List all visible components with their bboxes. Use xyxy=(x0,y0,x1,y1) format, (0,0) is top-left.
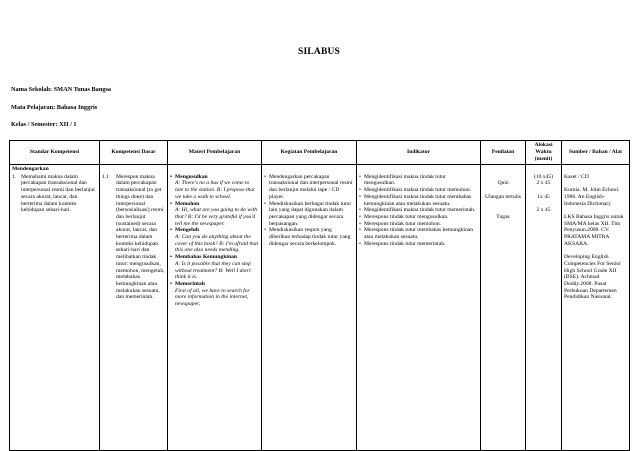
indikator-text: Mengidentifikasi makna tindak tutur membahas kemungkinan atau melakukan sesuatu. xyxy=(364,193,472,207)
header-kegiatan-pembelajaran: Kegiatan Pembelajaran xyxy=(262,141,357,165)
list-item xyxy=(264,174,354,201)
kegiatan-text: Mendiskusikan berbagai tindak tutur lain yang dapat digunakan dalam percakapan yang didengar secara berpasangan. xyxy=(269,200,352,227)
bullet-icon: • xyxy=(170,200,172,207)
sk-number: 1. xyxy=(12,173,17,180)
sumber-item: Developing English Competencies For Senior High School Grade XII (BSE). Achmad Doddy.2008. Pusat Perbukuan Departemen Pendidikan Nasional. xyxy=(564,254,621,301)
section-label: Mendengarkan xyxy=(10,165,100,173)
indikator-text: Merespons tindak tutur membahas kemungkinan atau melakukan sesuatu. xyxy=(364,227,474,241)
indikator-text: Mengidentifikasi makna tindak tutur memerintah. xyxy=(364,207,476,214)
header-penilaian: Penilaian xyxy=(481,141,526,165)
bullet-icon: • xyxy=(359,187,361,194)
list-item xyxy=(264,201,354,228)
cell-sumber xyxy=(562,173,630,451)
school-name: Nama Sekolah: SMAN Tunas Bangsa xyxy=(11,86,112,93)
alokasi-item: 2 x 45 xyxy=(536,207,551,214)
list-item xyxy=(359,207,478,214)
header-sumber: Sumber / Bahan / Alat xyxy=(562,141,630,165)
cell-penilaian xyxy=(481,173,526,451)
header-materi-pembelajaran: Materi Pembelajaran xyxy=(168,141,262,165)
kd-number: 1.1 xyxy=(102,173,109,180)
materi-title: Memerintah xyxy=(175,280,205,287)
list-item xyxy=(359,241,478,248)
bullet-icon: • xyxy=(359,193,361,200)
bullet-icon: • xyxy=(264,227,266,234)
header-kompetensi-dasar: Kompetensi Dasar xyxy=(100,141,168,165)
bullet-icon: • xyxy=(359,213,361,220)
list-item xyxy=(170,174,259,201)
bullet-icon: • xyxy=(170,254,172,261)
list-item xyxy=(359,187,478,194)
class-semester: Kelas / Semester: XII / 1 xyxy=(11,121,77,128)
alokasi-item: (10 x45) xyxy=(533,173,554,180)
header-indikator: Indikator xyxy=(357,141,481,165)
alokasi-item: 2 x 45 xyxy=(536,180,551,187)
list-item xyxy=(359,221,478,228)
list-item xyxy=(170,227,259,254)
cell-alokasi-waktu xyxy=(526,173,562,451)
materi-text: First of all, we have to search for more information in the internet, newspaper, xyxy=(175,287,250,308)
bullet-icon: • xyxy=(359,173,361,180)
sk-text: Memahami makna dalam percakapan transaksional dan interpersonal resmi dan berlanjut secara akurat, lancar, dan berterima dalam konteks kehidupan sehari-hari. xyxy=(21,173,95,214)
penilaian-item: Tugas xyxy=(496,213,510,220)
indikator-text: Merespons tindak tutur mengusulkan. xyxy=(364,213,449,220)
bullet-icon: • xyxy=(264,200,266,207)
list-item xyxy=(170,201,259,228)
sumber-item: LKS Bahasa Inggris untuk SMA/MA kelas XII. Tim Penyusun.2008. CV. PRATAMA MITRA AKSARA. xyxy=(564,213,624,247)
materi-title: Mengusulkan xyxy=(175,173,208,180)
indikator-text: Mengidentifikasi makna tindak tutur mengusulkan. xyxy=(364,173,446,187)
list-item xyxy=(170,281,259,308)
sumber-item: Kurnia. M. John Echool. 1986. An English- Indonesia Dictionary xyxy=(564,187,620,207)
sumber-item: Kaset / CD xyxy=(564,173,589,180)
section-row xyxy=(10,165,630,173)
list-item xyxy=(359,194,478,207)
bullet-icon: • xyxy=(170,227,172,234)
indikator-text: Merespons tindak tutur memohon. xyxy=(364,220,442,227)
cell-kompetensi-dasar xyxy=(100,173,168,451)
bullet-icon: • xyxy=(359,240,361,247)
materi-title: Mengeluh xyxy=(175,227,199,234)
bullet-icon: • xyxy=(359,220,361,227)
penilaian-item: Ulangan tertulis xyxy=(485,193,521,200)
indikator-text: Mengidentifikasi makna tindak tutur memohon. xyxy=(364,187,472,194)
cell-indikator xyxy=(357,173,481,451)
list-item xyxy=(359,214,478,221)
bullet-icon: • xyxy=(264,173,266,180)
indikator-text: Merespons tindak tutur memerintah. xyxy=(364,240,446,247)
bullet-icon: • xyxy=(170,280,172,287)
materi-text: A: Hi, what are you going to do with that? B: I'd be very grateful if you'd tell me the newspaper. xyxy=(175,207,257,227)
table-header-row xyxy=(10,141,630,165)
materi-text: A: Is it possible that they can stop without treatment? B: Well I don't think it is. xyxy=(175,260,251,281)
penilaian-item: Quiz xyxy=(497,180,509,187)
materi-title: Membahas Kemungkinan xyxy=(175,254,238,261)
alokasi-item: 1x 45 xyxy=(537,193,550,200)
cell-materi-pembelajaran xyxy=(168,173,262,451)
bullet-icon: • xyxy=(359,227,361,234)
bullet-icon: • xyxy=(170,173,172,180)
materi-text: A: Can you do anything about the cover of this book? B: I'm afraid that this one also needs mending. xyxy=(175,234,259,254)
table-row xyxy=(10,173,630,451)
cell-standar-kompetensi xyxy=(10,173,100,451)
syllabus-table xyxy=(9,140,630,451)
list-item xyxy=(359,174,478,187)
materi-title: Memohon xyxy=(175,200,200,207)
kegiatan-text: Mendengarkan percakapan transaksional dan interpersonal resmi dan berlanjut melalui tape / CD player. xyxy=(269,173,353,200)
document-title: SILABUS xyxy=(297,47,341,57)
header-alokasi-waktu: Alokasi Waktu (menit) xyxy=(526,141,562,165)
kegiatan-text: Mendiskusikan respon yang diberikan terhadap tindak tutur yang didengar secara berkelompok. xyxy=(269,227,351,247)
kd-text: Merespon makna dalam percakapan transaksional (to get things done) dan interpersonal (bersosialisasi) resmi dan berlanjut (sustained) secara akurat, lancar, dan berterima dalam konteks kehidupan sehari-hari dan melibatkan tindak tutur: mengusulkan, memohon, mengeluh, membahas kemungkinan atau melakukan sesuatu, dan memerintah. xyxy=(116,173,165,301)
materi-text: A: There's no a bus if we come to late to the station. B: I propose that we take a walk to school. xyxy=(175,180,255,200)
cell-kegiatan-pembelajaran xyxy=(262,173,357,451)
list-item xyxy=(359,227,478,240)
list-item xyxy=(170,254,259,281)
bullet-icon: • xyxy=(359,207,361,214)
subject-name: Mata Pelajaran: Bahasa Inggris xyxy=(11,104,98,111)
header-standar-kompetensi: Standar Kompetensi xyxy=(10,141,100,165)
list-item xyxy=(264,227,354,247)
